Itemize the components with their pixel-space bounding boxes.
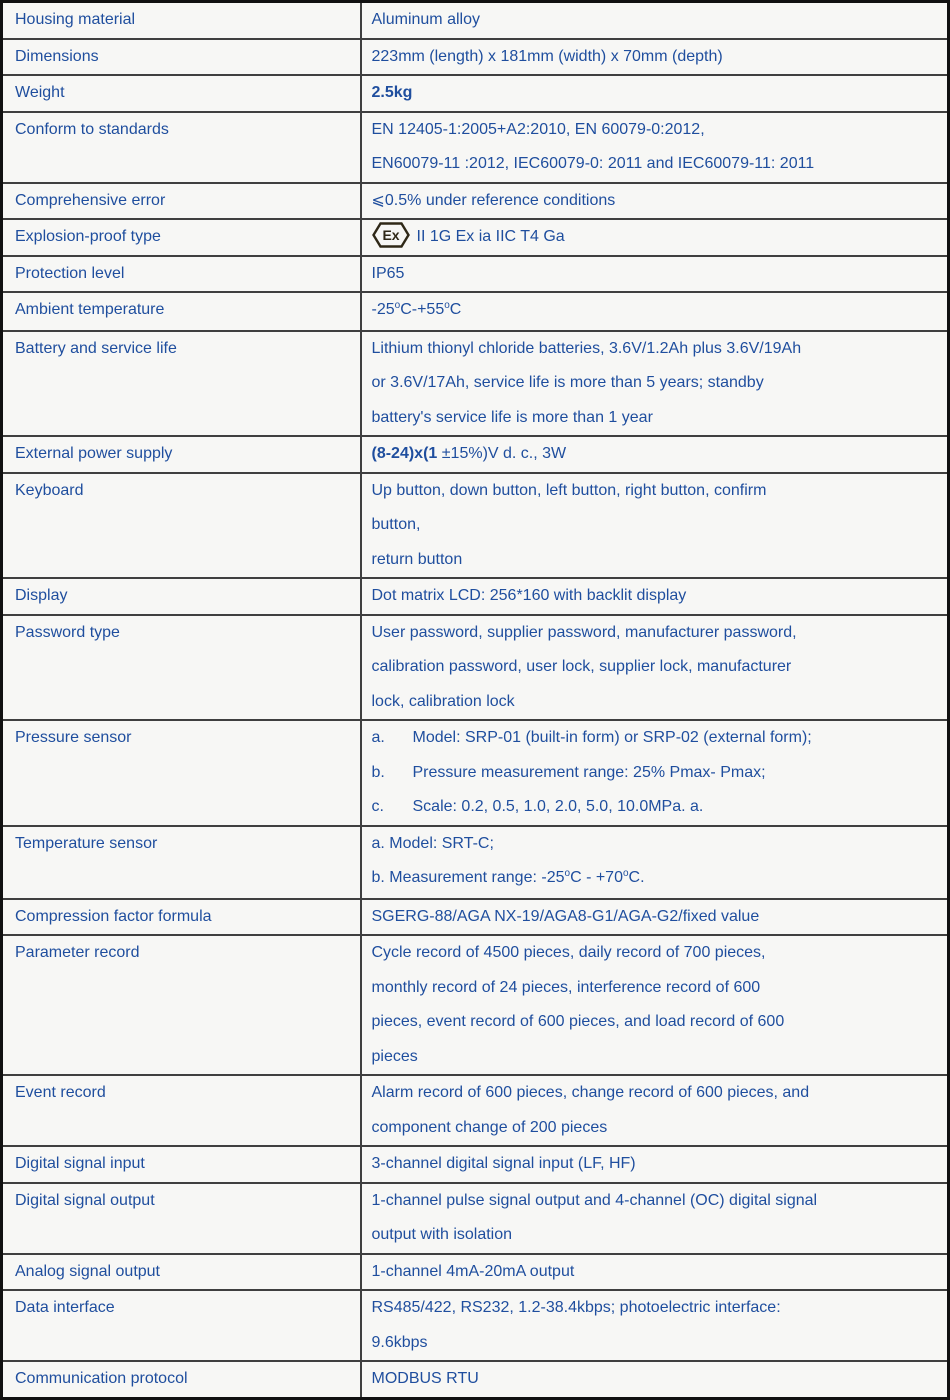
spec-label (2, 720, 361, 826)
text-run: MODBUS RTU (371, 1370, 479, 1387)
spec-value (361, 1290, 949, 1361)
spec-label-text: Pressure sensor (15, 729, 132, 746)
spec-label-text: Parameter record (15, 944, 140, 961)
spec-label-text: Protection level (15, 264, 125, 282)
text-run: -25 (371, 301, 395, 318)
spec-label (2, 935, 361, 1075)
spec-value (361, 75, 949, 112)
spec-value-line (372, 685, 938, 720)
text-run: IP65 (371, 264, 405, 282)
table-row (2, 615, 949, 721)
table-row (2, 1146, 949, 1183)
spec-value-line (372, 257, 938, 292)
text-run: ⩽0.5% under reference conditions (371, 191, 616, 209)
spec-label (2, 112, 361, 183)
text-run: Up button, down button, left button, right button, confirm (371, 481, 767, 499)
table-row (2, 473, 949, 579)
text-run: o (444, 300, 450, 311)
text-run: pieces (371, 1047, 418, 1065)
spec-label (2, 899, 361, 936)
spec-value-line (372, 3, 938, 38)
table-row (2, 436, 949, 473)
table-row (2, 331, 949, 437)
spec-value-line (372, 366, 938, 401)
spec-label-text: Event record (15, 1084, 106, 1101)
table-row (2, 1254, 949, 1291)
spec-value (361, 256, 949, 293)
spec-value (361, 615, 949, 721)
text-run: User password, supplier password, manufacturer password, (371, 623, 797, 641)
spec-label-text: Conform to standards (15, 120, 169, 138)
spec-label-text: Explosion-proof type (15, 228, 161, 245)
spec-value (361, 1146, 949, 1183)
spec-value-line (372, 1218, 938, 1253)
text-run: 2.5kg (371, 84, 413, 101)
text-run: output with isolation (371, 1226, 513, 1243)
spec-value-line (372, 508, 938, 543)
spec-value-line (372, 76, 938, 111)
table-row (2, 935, 949, 1075)
spec-label-text: Digital signal input (15, 1155, 145, 1172)
spec-value (361, 899, 949, 936)
table-row (2, 2, 949, 39)
text-run: RS485/422, RS232, 1.2-38.4kbps; photoelectric interface: (371, 1299, 781, 1316)
text-run: calibration password, user lock, supplier lock, manufacturer (371, 658, 792, 675)
spec-label-text: Weight (15, 84, 65, 101)
spec-label (2, 615, 361, 721)
spec-label (2, 256, 361, 293)
text-run: Cycle record of 4500 pieces, daily record of 700 pieces, (371, 944, 766, 961)
text-run: C-+55 (400, 301, 445, 318)
spec-value (361, 935, 949, 1075)
spec-value (361, 720, 949, 826)
text-run: Dot matrix LCD: 256*160 with backlit display (371, 587, 687, 604)
spec-value (361, 578, 949, 615)
text-run: Pressure measurement range: 25% Pmax- Pmax; (412, 763, 766, 781)
spec-value (361, 1183, 949, 1254)
spec-value-line (372, 1291, 938, 1326)
spec-label (2, 39, 361, 76)
spec-value (361, 436, 949, 473)
spec-value-line (372, 790, 938, 825)
table-row (2, 219, 949, 256)
spec-value-line (372, 147, 938, 182)
text-run: monthly record of 24 pieces, interference record of 600 (371, 978, 761, 996)
spec-value (361, 183, 949, 220)
spec-value (361, 39, 949, 76)
spec-label-text: Password type (15, 623, 120, 641)
text-run: 1-channel pulse signal output and 4-channel (OC) digital signal (371, 1191, 818, 1209)
text-run: II 1G Ex ia IIC T4 Ga (416, 228, 565, 245)
text-run: EN 12405-1:2005+A2:2010, EN 60079-0:2012, (371, 120, 705, 138)
table-row (2, 75, 949, 112)
spec-value (361, 1254, 949, 1291)
ex-icon (372, 222, 410, 248)
spec-label (2, 331, 361, 437)
text-run: 3-channel digital signal input (LF, HF) (371, 1155, 636, 1172)
spec-value-line (372, 184, 938, 219)
table-row (2, 256, 949, 293)
spec-label-text: Comprehensive error (15, 191, 166, 209)
spec-value-line (372, 474, 938, 509)
spec-label (2, 473, 361, 579)
spec-label (2, 1290, 361, 1361)
spec-label-text: Display (15, 587, 68, 604)
spec-value (361, 826, 949, 899)
spec-label-text: Digital signal output (15, 1191, 155, 1209)
text-run: (8-24)x(1 (371, 445, 438, 462)
spec-label (2, 183, 361, 220)
spec-label (2, 75, 361, 112)
spec-label (2, 1183, 361, 1254)
table-row (2, 1183, 949, 1254)
spec-value (361, 219, 949, 256)
text-run: a. Model: SRT-C; (371, 834, 494, 852)
spec-value (361, 1075, 949, 1146)
spec-value (361, 331, 949, 437)
table-row (2, 183, 949, 220)
table-row (2, 292, 949, 331)
text-run: button, (371, 516, 421, 533)
spec-value (361, 292, 949, 331)
spec-label (2, 2, 361, 39)
svg-text:Ex: Ex (381, 226, 400, 243)
text-run: o (564, 868, 571, 879)
spec-value-line (372, 1184, 938, 1219)
text-run: battery's service life is more than 1 year (371, 408, 653, 426)
spec-label-text: Compression factor formula (15, 907, 212, 925)
spec-label-text: Temperature sensor (15, 834, 158, 852)
table-row (2, 1075, 949, 1146)
specification-table-body (2, 2, 949, 1399)
text-run: or 3.6V/17Ah, service life is more than 5 years; standby (371, 374, 764, 391)
spec-value-line (372, 1362, 938, 1397)
text-run: Aluminum alloy (371, 11, 480, 28)
text-run: component change of 200 pieces (371, 1118, 608, 1136)
spec-value-line (372, 1255, 938, 1290)
table-row (2, 826, 949, 899)
text-run: c. (371, 798, 384, 815)
spec-value-line (372, 1326, 938, 1361)
spec-label-text: Data interface (15, 1299, 115, 1316)
spec-label (2, 1075, 361, 1146)
spec-value-line (372, 900, 938, 935)
table-row (2, 1290, 949, 1361)
spec-label-text: Dimensions (15, 47, 99, 65)
spec-label (2, 1254, 361, 1291)
text-run: lock, calibration lock (371, 692, 515, 710)
text-run: b. Measurement range: -25 (371, 869, 565, 886)
spec-label (2, 292, 361, 331)
spec-value (361, 473, 949, 579)
spec-value-line (372, 579, 938, 614)
spec-value-line (372, 437, 938, 472)
text-run: a. (371, 729, 385, 746)
spec-label (2, 436, 361, 473)
spec-value-line (372, 293, 938, 330)
spec-label-text: Analog signal output (15, 1262, 160, 1280)
text-run: 1-channel 4mA-20mA output (371, 1262, 575, 1280)
spec-value (361, 2, 949, 39)
text-run: o (394, 300, 401, 311)
spec-value-line (372, 936, 938, 971)
spec-label (2, 826, 361, 899)
text-run: Alarm record of 600 pieces, change record of 600 pieces, and (371, 1084, 810, 1101)
text-run: Model: SRP-01 (built-in form) or SRP-02 (external form); (412, 729, 812, 746)
table-row (2, 720, 949, 826)
spec-value-line (372, 861, 938, 898)
spec-value-line (372, 40, 938, 75)
spec-value-line (372, 1111, 938, 1146)
spec-value-line (372, 756, 938, 791)
text-run: return button (371, 550, 463, 568)
text-run: 223mm (length) x 181mm (width) x 70mm (depth) (371, 47, 723, 65)
spec-value-line (372, 113, 938, 148)
text-run: C. (628, 869, 645, 886)
spec-value-line (372, 220, 938, 255)
text-run: C - +70 (570, 869, 623, 886)
text-run: EN60079-11 :2012, IEC60079-0: 2011 and IEC60079-11: 2011 (371, 155, 815, 172)
spec-value-line (372, 1005, 938, 1040)
text-run: o (622, 868, 629, 879)
spec-label-text: Housing material (15, 11, 136, 28)
text-run: 9.6kbps (371, 1333, 428, 1351)
text-run: C (449, 301, 462, 318)
spec-label (2, 1146, 361, 1183)
table-row (2, 578, 949, 615)
spec-value-line (372, 827, 938, 862)
spec-label-text: Keyboard (15, 481, 84, 499)
spec-value-line (372, 971, 938, 1006)
spec-label-text: Battery and service life (15, 339, 177, 357)
spec-value-line (372, 401, 938, 436)
spec-value-line (372, 1147, 938, 1182)
spec-value-line (372, 721, 938, 756)
text-run: SGERG-88/AGA NX-19/AGA8-G1/AGA-G2/fixed value (371, 907, 760, 925)
table-row (2, 899, 949, 936)
spec-value-line (372, 650, 938, 685)
spec-value (361, 112, 949, 183)
spec-value-line (372, 332, 938, 367)
table-row (2, 39, 949, 76)
table-row (2, 112, 949, 183)
spec-label-text: External power supply (15, 445, 173, 462)
spec-value-line (372, 543, 938, 578)
spec-label (2, 219, 361, 256)
text-run: Lithium thionyl chloride batteries, 3.6V/1.2Ah plus 3.6V/19Ah (371, 339, 802, 357)
spec-label-text: Communication protocol (15, 1370, 188, 1387)
spec-value-line (372, 1040, 938, 1075)
spec-label-text: Ambient temperature (15, 301, 165, 318)
spec-label (2, 578, 361, 615)
spec-value-line (372, 1076, 938, 1111)
text-run: b. (371, 763, 385, 781)
text-run: ±15%)V d. c., 3W (437, 445, 567, 462)
text-run: Scale: 0.2, 0.5, 1.0, 2.0, 5.0, 10.0MPa. a. (412, 798, 704, 815)
text-run: pieces, event record of 600 pieces, and load record of 600 (371, 1013, 785, 1030)
spec-value-line (372, 616, 938, 651)
